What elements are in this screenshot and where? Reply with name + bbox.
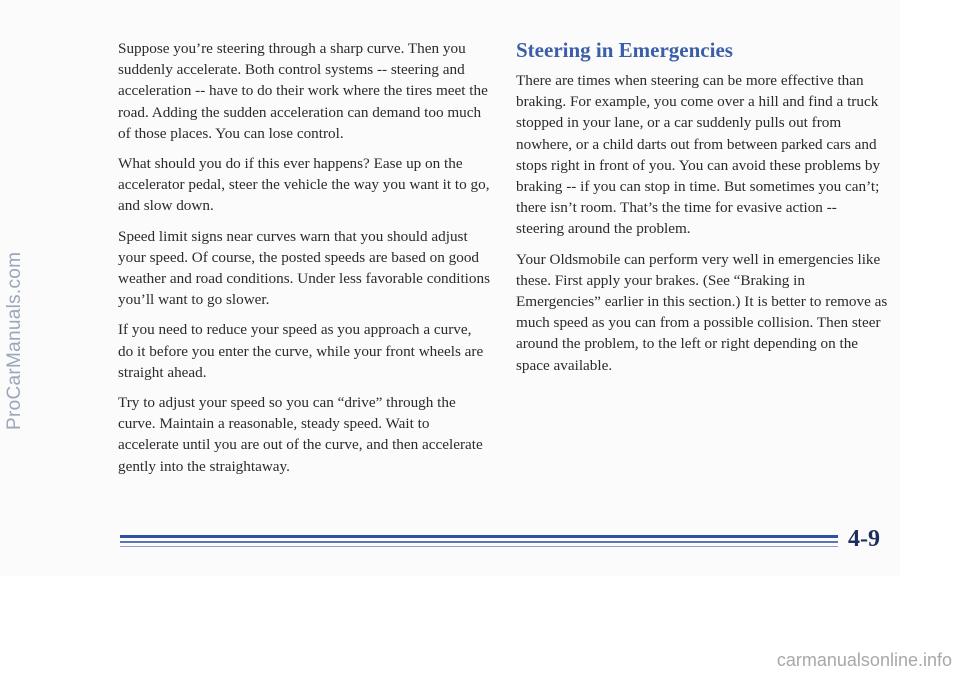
paragraph-adjust-speed: Try to adjust your speed so you can “drive” through the curve. Maintain a reasonable, steady speed. Wait to accelerate until you are out of the curve, and then accelerate gently into the straightaway. — [118, 394, 483, 475]
paragraph-sharp-curve: Suppose you’re steering through a sharp curve. Then you suddenly accelerate. Both control systems -- steering and acceleration -- have to do their work where the tires meet the road. Adding the sudden acceleration can demand too much of those places. You can lose control. — [118, 40, 488, 142]
footer-rules — [120, 535, 838, 547]
paragraph-what-to-do: What should you do if this ever happens? Ease up on the accelerator pedal, steer the vehicle the way you want it to go, and slow down. — [118, 155, 490, 215]
left-column — [118, 38, 490, 486]
footer-rule-medium — [120, 541, 838, 543]
paragraph-steering-vs-braking: There are times when steering can be more effective than braking. For example, you come over a hill and find a truck stopped in your lane, or a car suddenly pulls out from nowhere, or a child darts out from between parked cars and stops right in front of you. You can avoid these problems by braking -- if you can stop in time. But sometimes you can’t; there isn’t room. That’s the time for evasive action -- steering around the problem. — [516, 72, 881, 238]
footer-rule-thick — [120, 535, 838, 538]
paragraph-reduce-speed: If you need to reduce your speed as you approach a curve, do it before you enter the curve, while your front wheels are straight ahead. — [118, 321, 484, 381]
paragraph-oldsmobile-emergencies: Your Oldsmobile can perform very well in emergencies like these. First apply your brakes. (See “Braking in Emergencies” earlier in this section.) It is better to remove as much speed as you can from a possible collision. Then steer around the problem, to the left or right depending on the space available. — [516, 250, 888, 374]
right-column — [516, 38, 888, 385]
side-watermark: ProCarManuals.com — [4, 251, 25, 430]
page-number: 4-9 — [848, 526, 880, 552]
footer-rule-thin — [120, 546, 838, 547]
bottom-watermark: carmanualsonline.info — [776, 650, 952, 670]
paragraph-speed-limit-signs: Speed limit signs near curves warn that you should adjust your speed. Of course, the posted speeds are based on good weather and road conditions. Under less favorable conditions you’ll want to go slower. — [118, 227, 490, 309]
section-heading: Steering in Emergencies — [516, 38, 733, 62]
